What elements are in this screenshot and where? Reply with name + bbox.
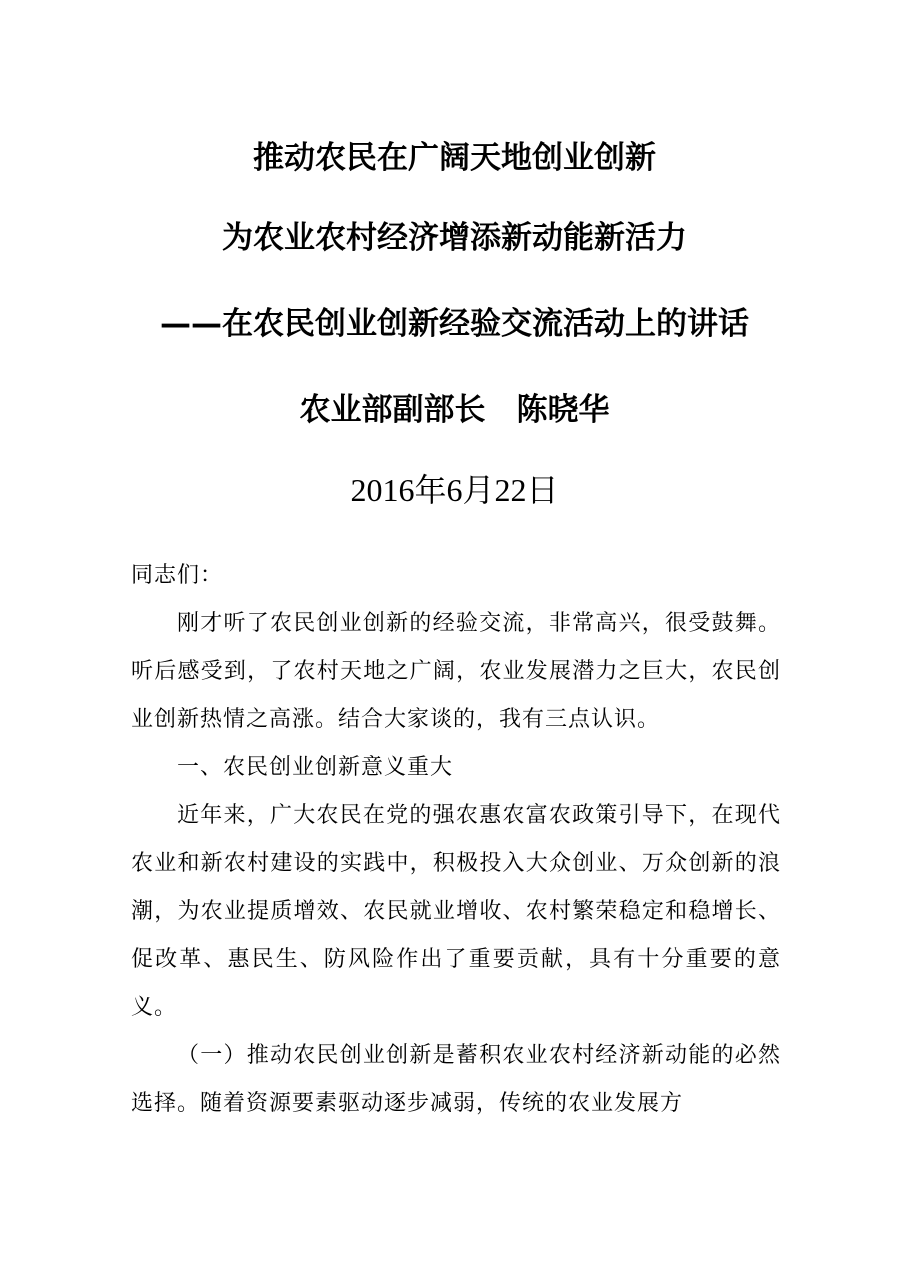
title-subtitle: 为农业农村经济增添新动能新活力 [222,220,687,256]
title-main: 推动农民在广阔天地创业创新 [253,140,656,176]
title-occasion: ——在农民创业创新经验交流活动上的讲话 [160,306,749,342]
paragraph-section-1: 近年来，广大农民在党的强农惠农富农政策引导下，在现代农业和新农村建设的实践中，积极投入大众创业、万众创新的浪潮，为农业提质增效、农民就业增收、农村繁荣稳定和稳增长、促改革、惠民生、防风险作出了重要贡献，具有十分重要的意义。 [131,803,781,1020]
paragraph-intro: 刚才听了农民创业创新的经验交流，非常高兴，很受鼓舞。听后感受到，了农村天地之广阔，农业发展潜力之巨大，农民创业创新热情之高涨。结合大家谈的，我有三点认识。 [131,611,781,732]
speaker-line: 农业部副部长 陈晓华 [299,392,610,428]
section-heading-1: 一、农民创业创新意义重大 [177,755,454,780]
greeting: 同志们： [131,563,224,588]
speech-date: 2016年6月22日 [350,472,559,508]
paragraph-subsection-1: （一）推动农民创业创新是蓄积农业农村经济新动能的必然选择。随着资源要素驱动逐步减弱，传统的农业发展方 [131,1043,781,1116]
